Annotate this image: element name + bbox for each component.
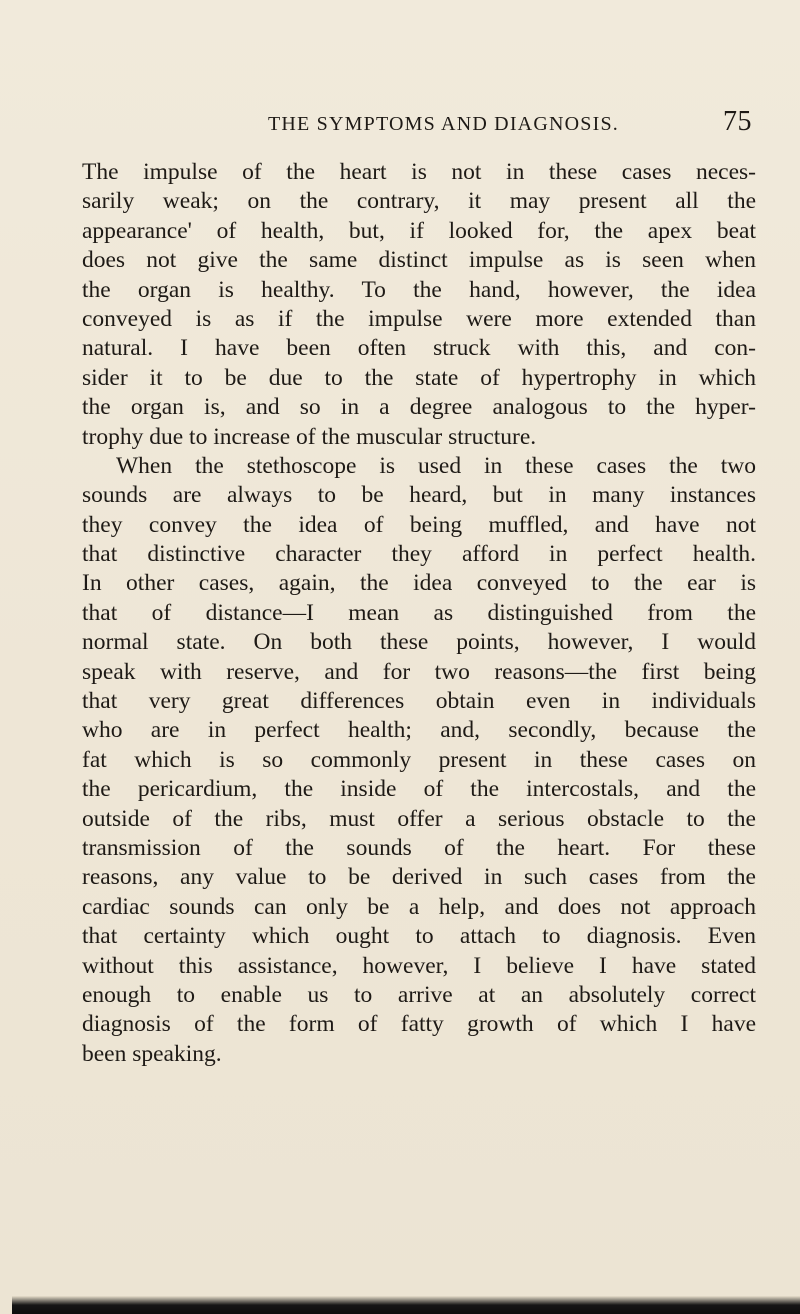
running-head: [82, 106, 782, 140]
text-line: that certainty which ought to attach to diagnosis. Even: [82, 923, 756, 950]
text-line: cardiac sounds can only be a help, and does not approach: [82, 893, 756, 920]
running-title: THE SYMPTOMS AND DIAGNOSIS.: [268, 113, 619, 135]
text-line: who are in perfect health; and, secondly, because the: [82, 717, 756, 744]
body-text: [82, 158, 756, 1069]
text-line: speak with reserve, and for two reasons—the first being: [82, 658, 756, 685]
text-line: fat which is so commonly present in these cases on: [82, 746, 756, 773]
text-line: diagnosis of the form of fatty growth of which I have: [82, 1011, 756, 1038]
text-line: the organ is healthy. To the hand, however, the idea: [82, 276, 756, 303]
text-line: they convey the idea of being muffled, and have not: [82, 511, 756, 538]
text-line: normal state. On both these points, however, I would: [82, 629, 756, 656]
text-line: does not give the same distinct impulse as is seen when: [82, 247, 756, 274]
text-line: appearance' of health, but, if looked for, the apex beat: [82, 217, 756, 244]
bottom-edge-shadow: [12, 1296, 800, 1314]
text-line: been speaking.: [82, 1040, 222, 1067]
text-line: sarily weak; on the contrary, it may present all the: [82, 188, 756, 215]
text-line: conveyed is as if the impulse were more extended than: [82, 305, 756, 332]
text-line: enough to enable us to arrive at an absolutely correct: [82, 981, 756, 1008]
text-line: natural. I have been often struck with this, and con-: [82, 335, 756, 362]
text-line: the pericardium, the inside of the intercostals, and the: [82, 776, 756, 803]
page-number: 75: [723, 106, 752, 137]
text-line: sider it to be due to the state of hypertrophy in which: [82, 364, 756, 391]
text-line: that very great differences obtain even in individuals: [82, 688, 756, 715]
text-line: reasons, any value to be derived in such cases from the: [82, 864, 756, 891]
text-line: trophy due to increase of the muscular structure.: [82, 423, 537, 450]
text-line: that distinctive character they afford in perfect health.: [82, 541, 756, 568]
text-line: that of distance—I mean as distinguished from the: [82, 599, 756, 626]
text-line: without this assistance, however, I believe I have stated: [82, 952, 756, 979]
text-line: In other cases, again, the idea conveyed to the ear is: [82, 570, 756, 597]
text-line: outside of the ribs, must offer a serious obstacle to the: [82, 805, 756, 832]
text-line: the organ is, and so in a degree analogous to the hyper-: [82, 394, 756, 421]
text-line: sounds are always to be heard, but in many instances: [82, 482, 756, 509]
text-line: The impulse of the heart is not in these cases neces-: [82, 159, 756, 185]
text-line: transmission of the sounds of the heart. For these: [82, 834, 756, 861]
text-line: When the stethoscope is used in these cases the two: [116, 452, 756, 479]
